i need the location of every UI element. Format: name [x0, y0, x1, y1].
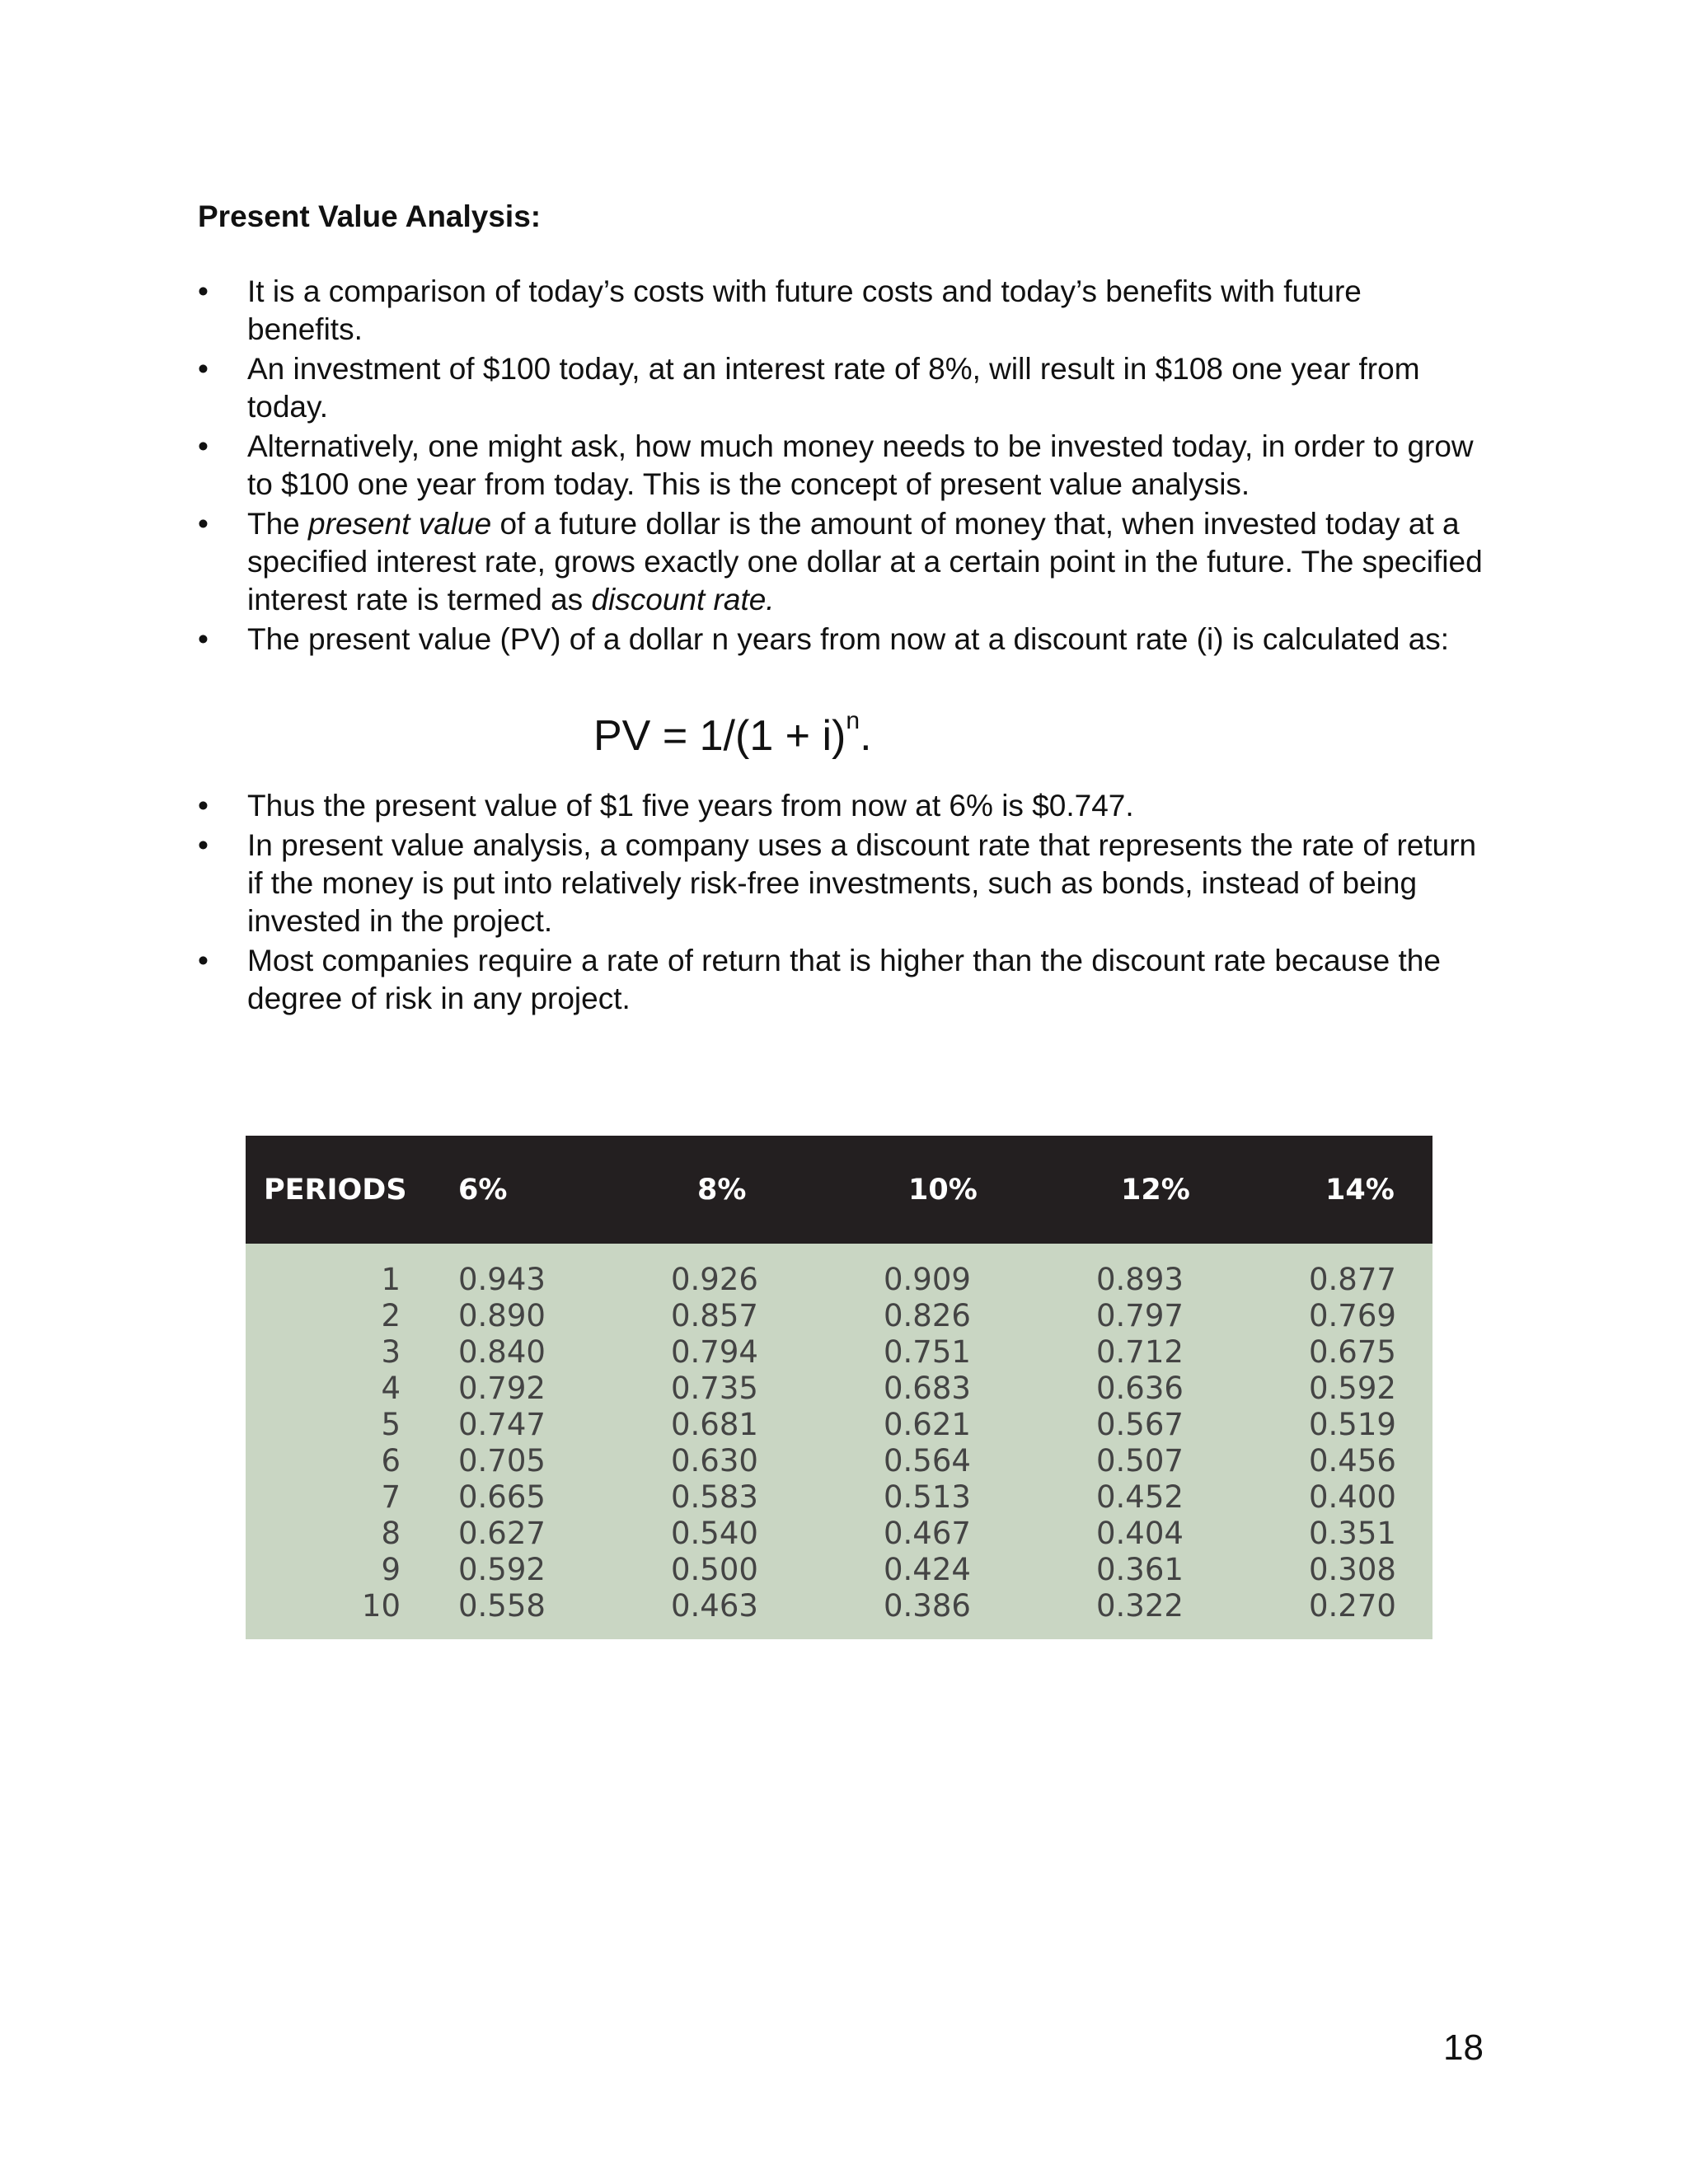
bullet-icon: •: [198, 274, 209, 308]
bullet-text: Thus the present value of $1 five years from now at 6% is $0.747.: [247, 789, 1134, 823]
pv-formula: [593, 692, 872, 765]
bullet-item: [198, 787, 1484, 825]
pv-factor-cell: 0.909: [884, 1262, 971, 1297]
pv-factor-cell: 0.681: [671, 1407, 758, 1442]
discount-rate-term: discount rate.: [591, 583, 775, 616]
bullet-text: Alternatively, one might ask, how much money needs to be invested today, in order to grow to $100 one year from today. This is the concept of present value analysis.: [247, 429, 1474, 501]
pv-factor-cell: 0.627: [458, 1516, 546, 1551]
table-row: [246, 1407, 1432, 1443]
bullet-icon: •: [198, 828, 209, 862]
pv-factor-cell: 0.735: [671, 1371, 758, 1406]
column-header-rate: 10%: [908, 1173, 978, 1207]
pv-factor-cell: 0.769: [1309, 1298, 1396, 1333]
pv-factor-cell: 0.705: [458, 1443, 546, 1479]
table-row: [246, 1552, 1432, 1588]
pv-factor-cell: 0.840: [458, 1334, 546, 1370]
bullet-text: An investment of $100 today, at an interest rate of 8%, will result in $108 one year from today.: [247, 352, 1420, 424]
period-cell: 7: [381, 1479, 401, 1515]
bullet-text-mid: of a future dollar is the amount of money that, when invested today at a specified interest rate, grows exactly one dollar at a certain point in the future. The specified interest rate is termed as: [247, 507, 1483, 616]
table-row: [246, 1479, 1432, 1516]
table-row: [246, 1244, 1432, 1298]
column-header-rate: 8%: [697, 1173, 747, 1207]
bullet-list-2: [198, 787, 1484, 1019]
pv-factor-cell: 0.564: [884, 1443, 971, 1479]
bullet-text: In present value analysis, a company uses a discount rate that represents the rate of return if the money is put into relatively risk-free investments, such as bonds, instead of being invested in the project.: [247, 828, 1477, 938]
pv-factor-cell: 0.797: [1096, 1298, 1184, 1333]
bullet-item: [198, 428, 1484, 504]
page-number: 18: [1443, 2027, 1484, 2068]
pv-factor-cell: 0.400: [1309, 1479, 1396, 1515]
pv-factor-cell: 0.665: [458, 1479, 546, 1515]
bullet-list: [198, 273, 1484, 660]
bullet-icon: •: [198, 944, 209, 977]
bullet-text-pre: The: [247, 507, 309, 541]
period-cell: 9: [381, 1552, 401, 1587]
pv-factor-cell: 0.751: [884, 1334, 971, 1370]
bullet-icon: •: [198, 789, 209, 823]
pv-factor-cell: 0.507: [1096, 1443, 1184, 1479]
table-row: [246, 1516, 1432, 1552]
pv-factor-cell: 0.826: [884, 1298, 971, 1333]
period-cell: 5: [381, 1407, 401, 1442]
pv-factor-cell: 0.877: [1309, 1262, 1396, 1297]
formula-exponent: n: [846, 707, 860, 734]
column-header-rate: 12%: [1121, 1173, 1190, 1207]
present-value-term: present value: [308, 507, 492, 541]
bullet-icon: •: [198, 429, 209, 463]
period-cell: 2: [381, 1298, 401, 1333]
bullet-icon: •: [198, 507, 209, 541]
table-row: [246, 1334, 1432, 1371]
pv-factor-cell: 0.513: [884, 1479, 971, 1515]
pv-factor-cell: 0.322: [1096, 1588, 1184, 1624]
column-header-periods: PERIODS: [264, 1173, 407, 1207]
pv-factor-cell: 0.583: [671, 1479, 758, 1515]
pv-factor-cell: 0.424: [884, 1552, 971, 1587]
pv-factor-cell: 0.467: [884, 1516, 971, 1551]
pv-factor-cell: 0.592: [458, 1552, 546, 1587]
period-cell: 4: [381, 1371, 401, 1406]
column-header-rate: 6%: [458, 1173, 508, 1207]
pv-factor-cell: 0.386: [884, 1588, 971, 1624]
pv-factor-cell: 0.890: [458, 1298, 546, 1333]
pv-factor-cell: 0.308: [1309, 1552, 1396, 1587]
present-value-table: [246, 1136, 1432, 1639]
table-row: [246, 1371, 1432, 1407]
bullet-item: [198, 273, 1484, 349]
formula-end: .: [860, 712, 872, 760]
pv-factor-cell: 0.683: [884, 1371, 971, 1406]
table-header-row: [246, 1136, 1432, 1244]
pv-factor-cell: 0.675: [1309, 1334, 1396, 1370]
pv-factor-cell: 0.792: [458, 1371, 546, 1406]
bullet-icon: •: [198, 352, 209, 386]
period-cell: 3: [381, 1334, 401, 1370]
bullet-item: [198, 350, 1484, 426]
table-row: [246, 1588, 1432, 1639]
pv-factor-cell: 0.500: [671, 1552, 758, 1587]
pv-factor-cell: 0.519: [1309, 1407, 1396, 1442]
pv-factor-cell: 0.270: [1309, 1588, 1396, 1624]
pv-factor-cell: 0.540: [671, 1516, 758, 1551]
formula-base: PV = 1/(1 + i): [593, 712, 846, 760]
table-body: [246, 1244, 1432, 1639]
period-cell: 6: [381, 1443, 401, 1479]
bullet-text: Most companies require a rate of return that is higher than the discount rate because the degree of risk in any project.: [247, 944, 1441, 1015]
table-row: [246, 1298, 1432, 1334]
pv-factor-cell: 0.592: [1309, 1371, 1396, 1406]
pv-factor-cell: 0.943: [458, 1262, 546, 1297]
pv-factor-cell: 0.794: [671, 1334, 758, 1370]
bullet-item: [198, 621, 1484, 658]
column-header-rate: 14%: [1325, 1173, 1395, 1207]
pv-factor-cell: 0.558: [458, 1588, 546, 1624]
pv-factor-cell: 0.567: [1096, 1407, 1184, 1442]
pv-factor-cell: 0.404: [1096, 1516, 1184, 1551]
pv-factor-cell: 0.351: [1309, 1516, 1396, 1551]
bullet-icon: •: [198, 622, 209, 656]
period-cell: 8: [381, 1516, 401, 1551]
pv-factor-cell: 0.630: [671, 1443, 758, 1479]
bullet-text: It is a comparison of today’s costs with future costs and today’s benefits with future benefits.: [247, 274, 1362, 346]
bullet-text: The present value (PV) of a dollar n years from now at a discount rate (i) is calculated as:: [247, 622, 1450, 656]
period-cell: 10: [361, 1588, 401, 1624]
pv-factor-cell: 0.926: [671, 1262, 758, 1297]
bullet-item: [198, 505, 1484, 619]
section-heading: Present Value Analysis:: [198, 199, 542, 233]
bullet-item: [198, 827, 1484, 940]
pv-factor-cell: 0.857: [671, 1298, 758, 1333]
period-cell: 1: [381, 1262, 401, 1297]
pv-factor-cell: 0.456: [1309, 1443, 1396, 1479]
pv-factor-cell: 0.361: [1096, 1552, 1184, 1587]
table-row: [246, 1443, 1432, 1479]
pv-factor-cell: 0.636: [1096, 1371, 1184, 1406]
bullet-item: [198, 942, 1484, 1018]
pv-factor-cell: 0.747: [458, 1407, 546, 1442]
pv-factor-cell: 0.712: [1096, 1334, 1184, 1370]
bullet-text: [247, 507, 1483, 616]
pv-factor-cell: 0.621: [884, 1407, 971, 1442]
pv-factor-cell: 0.463: [671, 1588, 758, 1624]
pv-factor-cell: 0.452: [1096, 1479, 1184, 1515]
pv-factor-cell: 0.893: [1096, 1262, 1184, 1297]
